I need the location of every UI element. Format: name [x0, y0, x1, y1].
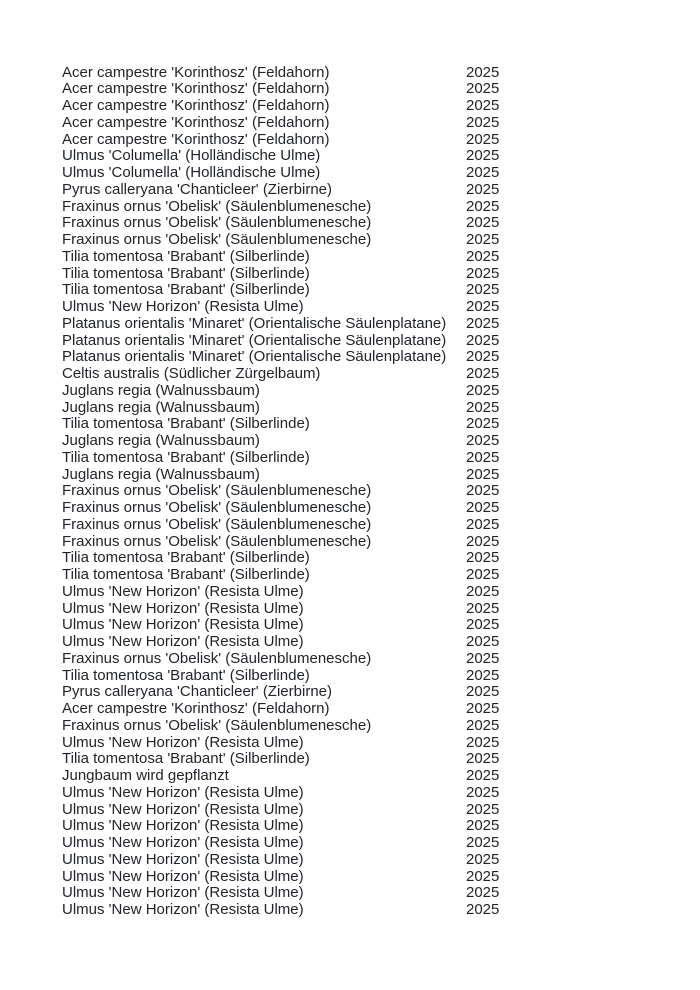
plant-year: 2025	[466, 231, 500, 248]
table-row	[62, 802, 682, 819]
tree-name: Acer campestre 'Korinthosz' (Feldahorn)	[62, 113, 330, 131]
tree-name: Juglans regia (Walnussbaum)	[62, 465, 260, 483]
tree-name: Acer campestre 'Korinthosz' (Feldahorn)	[62, 700, 330, 717]
table-row	[62, 81, 682, 98]
table-row	[62, 785, 682, 802]
plant-year: 2025	[466, 314, 500, 332]
plant-year: 2025	[466, 499, 500, 516]
table-row	[62, 768, 682, 785]
tree-name: Fraxinus ornus 'Obelisk' (Säulenblumenesche)	[62, 214, 372, 232]
tree-name: Acer campestre 'Korinthosz' (Feldahorn)	[62, 97, 330, 114]
table-row	[62, 182, 682, 199]
table-row	[62, 65, 682, 82]
plant-year: 2025	[466, 247, 500, 265]
tree-name: Ulmus 'New Horizon' (Resista Ulme)	[62, 582, 304, 600]
plant-year: 2025	[466, 733, 500, 751]
table-row	[62, 148, 682, 165]
tree-name: Acer campestre 'Korinthosz' (Feldahorn)	[62, 130, 330, 148]
table-row	[62, 852, 682, 869]
plant-year: 2025	[466, 147, 500, 165]
tree-name: Tilia tomentosa 'Brabant' (Silberlinde)	[62, 448, 310, 466]
plant-year: 2025	[466, 633, 500, 650]
tree-name: Ulmus 'Columella' (Holländische Ulme)	[62, 147, 321, 165]
plant-year: 2025	[466, 432, 500, 449]
plant-year: 2025	[466, 381, 500, 399]
table-row	[62, 718, 682, 735]
tree-name: Fraxinus ornus 'Obelisk' (Säulenblumenesche)	[62, 515, 372, 533]
table-row	[62, 383, 682, 400]
tree-name: Fraxinus ornus 'Obelisk' (Säulenblumenesche)	[62, 231, 372, 248]
plant-year: 2025	[466, 298, 500, 315]
plant-year: 2025	[466, 884, 500, 902]
plant-year: 2025	[466, 515, 500, 533]
table-row	[62, 400, 682, 417]
table-row	[62, 266, 682, 283]
plant-year: 2025	[466, 113, 500, 131]
table-row	[62, 651, 682, 668]
table-row	[62, 165, 682, 182]
tree-name: Ulmus 'New Horizon' (Resista Ulme)	[62, 800, 304, 818]
plant-year: 2025	[466, 666, 500, 684]
table-row	[62, 483, 682, 500]
table-row	[62, 366, 682, 383]
tree-name: Tilia tomentosa 'Brabant' (Silberlinde)	[62, 247, 310, 265]
tree-name: Ulmus 'New Horizon' (Resista Ulme)	[62, 298, 304, 315]
tree-name: Juglans regia (Walnussbaum)	[62, 398, 260, 416]
table-row	[62, 601, 682, 618]
tree-name: Platanus orientalis 'Minaret' (Orientalische Säulenplatane)	[62, 314, 447, 332]
plant-year: 2025	[466, 716, 500, 734]
table-row	[62, 751, 682, 768]
tree-name: Fraxinus ornus 'Obelisk' (Säulenblumenesche)	[62, 499, 372, 516]
table-row	[62, 450, 682, 467]
table-row	[62, 98, 682, 115]
tree-name: Ulmus 'New Horizon' (Resista Ulme)	[62, 783, 304, 801]
table-row	[62, 500, 682, 517]
tree-name: Acer campestre 'Korinthosz' (Feldahorn)	[62, 63, 330, 81]
table-row	[62, 668, 682, 685]
table-row	[62, 215, 682, 232]
table-row	[62, 249, 682, 266]
tree-name: Fraxinus ornus 'Obelisk' (Säulenblumenesche)	[62, 482, 372, 500]
tree-name: Ulmus 'Columella' (Holländische Ulme)	[62, 164, 321, 181]
plant-year: 2025	[466, 80, 500, 98]
table-row	[62, 115, 682, 132]
tree-name: Tilia tomentosa 'Brabant' (Silberlinde)	[62, 415, 310, 433]
plant-year: 2025	[466, 800, 500, 818]
tree-name: Tilia tomentosa 'Brabant' (Silberlinde)	[62, 566, 310, 583]
table-row	[62, 517, 682, 534]
plant-year: 2025	[466, 750, 500, 768]
table-row	[62, 316, 682, 333]
table-row	[62, 349, 682, 366]
plant-year: 2025	[466, 465, 500, 483]
table-row	[62, 299, 682, 316]
tree-name: Ulmus 'New Horizon' (Resista Ulme)	[62, 633, 304, 650]
table-row	[62, 534, 682, 551]
plant-year: 2025	[466, 264, 500, 282]
tree-name: Ulmus 'New Horizon' (Resista Ulme)	[62, 616, 304, 634]
plant-year: 2025	[466, 532, 500, 550]
plant-year: 2025	[466, 767, 500, 784]
plant-year: 2025	[466, 348, 500, 366]
tree-name: Ulmus 'New Horizon' (Resista Ulme)	[62, 901, 304, 918]
plant-year: 2025	[466, 549, 500, 567]
tree-name: Ulmus 'New Horizon' (Resista Ulme)	[62, 850, 304, 868]
plant-year: 2025	[466, 415, 500, 433]
plant-year: 2025	[466, 164, 500, 181]
table-row	[62, 701, 682, 718]
tree-name: Pyrus calleryana 'Chanticleer' (Zierbirne)	[62, 683, 332, 701]
tree-name: Fraxinus ornus 'Obelisk' (Säulenblumenesche)	[62, 197, 372, 215]
tree-name: Fraxinus ornus 'Obelisk' (Säulenblumenesche)	[62, 649, 372, 667]
plant-year: 2025	[466, 214, 500, 232]
table-row	[62, 333, 682, 350]
tree-name: Ulmus 'New Horizon' (Resista Ulme)	[62, 733, 304, 751]
plant-year: 2025	[466, 365, 500, 382]
plant-year: 2025	[466, 130, 500, 148]
tree-name: Fraxinus ornus 'Obelisk' (Säulenblumenesche)	[62, 716, 372, 734]
table-row	[62, 467, 682, 484]
plant-year: 2025	[466, 197, 500, 215]
plant-year: 2025	[466, 97, 500, 114]
table-row	[62, 282, 682, 299]
tree-name: Tilia tomentosa 'Brabant' (Silberlinde)	[62, 281, 310, 299]
table-row	[62, 433, 682, 450]
tree-name: Tilia tomentosa 'Brabant' (Silberlinde)	[62, 264, 310, 282]
table-row	[62, 835, 682, 852]
tree-name: Platanus orientalis 'Minaret' (Orientalische Säulenplatane)	[62, 348, 447, 366]
table-row	[62, 885, 682, 902]
tree-name: Juglans regia (Walnussbaum)	[62, 381, 260, 399]
plant-year: 2025	[466, 180, 500, 198]
table-row	[62, 902, 682, 919]
table-row	[62, 199, 682, 216]
plant-year: 2025	[466, 817, 500, 835]
table-row	[62, 684, 682, 701]
plant-year: 2025	[466, 616, 500, 634]
plant-year: 2025	[466, 281, 500, 299]
tree-name: Tilia tomentosa 'Brabant' (Silberlinde)	[62, 549, 310, 567]
table-row	[62, 584, 682, 601]
plant-year: 2025	[466, 482, 500, 500]
plant-year: 2025	[466, 331, 500, 349]
tree-name: Acer campestre 'Korinthosz' (Feldahorn)	[62, 80, 330, 98]
tree-name: Jungbaum wird gepflanzt	[62, 767, 229, 784]
table-row	[62, 735, 682, 752]
tree-name: Ulmus 'New Horizon' (Resista Ulme)	[62, 867, 304, 885]
table-row	[62, 567, 682, 584]
plant-year: 2025	[466, 599, 500, 617]
tree-name: Celtis australis (Südlicher Zürgelbaum)	[62, 365, 321, 382]
tree-name: Tilia tomentosa 'Brabant' (Silberlinde)	[62, 666, 310, 684]
plant-year: 2025	[466, 649, 500, 667]
tree-name: Juglans regia (Walnussbaum)	[62, 432, 260, 449]
table-row	[62, 132, 682, 149]
tree-name: Tilia tomentosa 'Brabant' (Silberlinde)	[62, 750, 310, 768]
tree-name: Fraxinus ornus 'Obelisk' (Säulenblumenesche)	[62, 532, 372, 550]
plant-year: 2025	[466, 63, 500, 81]
table-row	[62, 818, 682, 835]
table-row	[62, 869, 682, 886]
tree-name: Platanus orientalis 'Minaret' (Orientalische Säulenplatane)	[62, 331, 447, 349]
plant-year: 2025	[466, 783, 500, 801]
plant-year: 2025	[466, 448, 500, 466]
tree-name: Ulmus 'New Horizon' (Resista Ulme)	[62, 817, 304, 835]
plant-year: 2025	[466, 683, 500, 701]
tree-name: Ulmus 'New Horizon' (Resista Ulme)	[62, 834, 304, 851]
table-row	[62, 232, 682, 249]
plant-year: 2025	[466, 850, 500, 868]
tree-name: Ulmus 'New Horizon' (Resista Ulme)	[62, 599, 304, 617]
plant-year: 2025	[466, 566, 500, 583]
plant-year: 2025	[466, 700, 500, 717]
table-row	[62, 416, 682, 433]
plant-year: 2025	[466, 582, 500, 600]
plant-year: 2025	[466, 867, 500, 885]
tree-name: Pyrus calleryana 'Chanticleer' (Zierbirne)	[62, 180, 332, 198]
plant-year: 2025	[466, 398, 500, 416]
table-row	[62, 550, 682, 567]
plant-year: 2025	[466, 834, 500, 851]
table-row	[62, 634, 682, 651]
table-row	[62, 617, 682, 634]
plant-year: 2025	[466, 901, 500, 918]
tree-name: Ulmus 'New Horizon' (Resista Ulme)	[62, 884, 304, 902]
tree-list	[62, 65, 682, 919]
